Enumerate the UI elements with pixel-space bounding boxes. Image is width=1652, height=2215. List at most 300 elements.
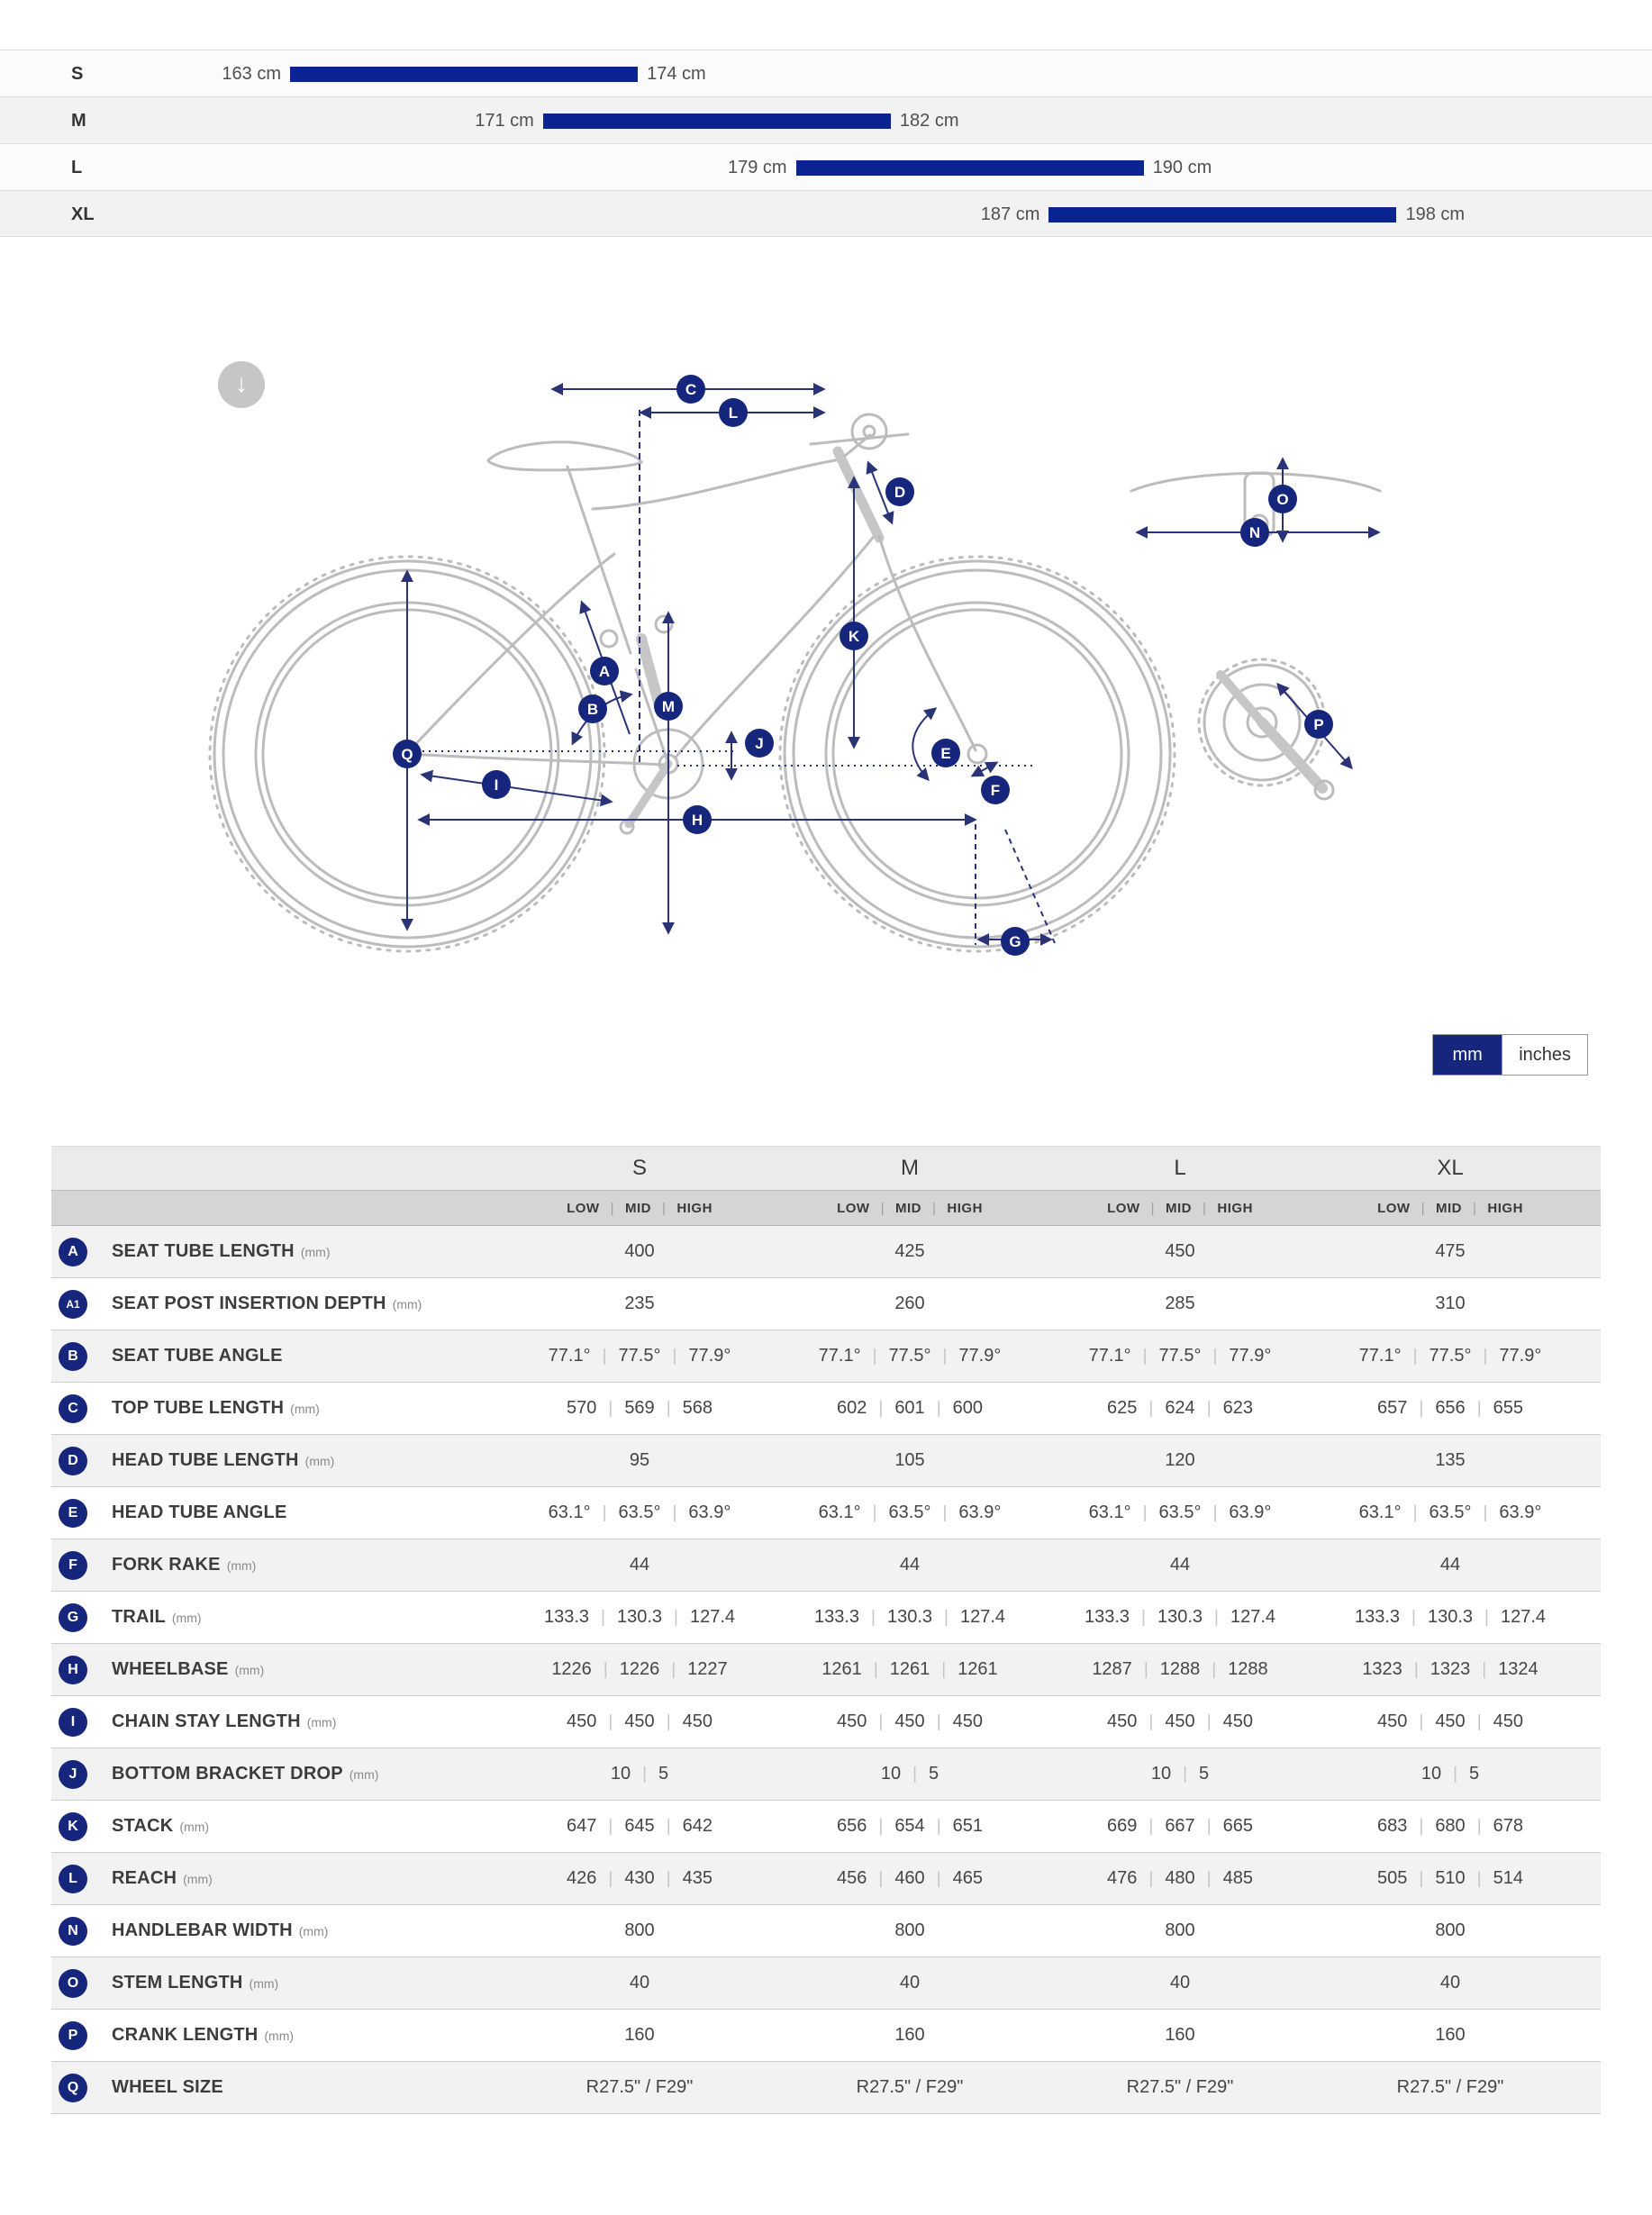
separator: | xyxy=(1206,1868,1212,1888)
separator: | xyxy=(872,1502,877,1522)
table-row-H xyxy=(51,1644,1601,1696)
value-cell-E-XL xyxy=(1315,1502,1585,1523)
value: 44 xyxy=(1439,1555,1461,1575)
value: 1323 xyxy=(1430,1659,1471,1679)
separator: | xyxy=(1148,1711,1154,1731)
value-cell-F-M xyxy=(775,1555,1045,1575)
separator: | xyxy=(1214,1607,1219,1627)
value-cell-K-XL xyxy=(1315,1816,1585,1837)
svg-text:Q: Q xyxy=(401,746,413,763)
size-header-L: L xyxy=(1174,1156,1186,1180)
separator: | xyxy=(1476,1398,1482,1418)
value: 485 xyxy=(1222,1868,1253,1888)
value: 430 xyxy=(624,1868,655,1888)
value: 475 xyxy=(1435,1241,1466,1261)
dimension-badge-K xyxy=(840,622,868,650)
bike-geometry-page xyxy=(0,50,1652,2114)
down-arrow-icon: ↓ xyxy=(235,369,248,397)
position-header-label: HIGH xyxy=(1487,1200,1523,1216)
dimension-badge-M xyxy=(654,692,683,721)
table-row-B xyxy=(51,1330,1601,1383)
fit-max-label: 174 cm xyxy=(647,64,706,84)
value-cell-L-XL xyxy=(1315,1868,1585,1889)
separator: | xyxy=(1206,1398,1212,1418)
row-label: REACH xyxy=(112,1868,177,1888)
value: 450 xyxy=(682,1711,713,1731)
separator: | xyxy=(672,1346,677,1366)
svg-text:D: D xyxy=(894,484,906,501)
separator: | xyxy=(878,1711,884,1731)
value: 40 xyxy=(1169,1973,1191,1993)
value-cell-A-S xyxy=(504,1241,775,1262)
value: 450 xyxy=(624,1711,655,1731)
value: 130.3 xyxy=(886,1607,933,1627)
size-header-S: S xyxy=(631,1156,647,1180)
value: 160 xyxy=(1165,2025,1195,2045)
value: 77.5° xyxy=(1429,1346,1472,1366)
fit-row-M xyxy=(0,96,1652,143)
value: 465 xyxy=(952,1868,983,1888)
value: 602 xyxy=(837,1398,867,1418)
separator: | xyxy=(1212,1659,1217,1679)
separator: | xyxy=(1476,1711,1482,1731)
value: 657 xyxy=(1377,1398,1408,1418)
separator: | xyxy=(872,1346,877,1366)
value: 1226 xyxy=(551,1659,592,1679)
value: 1288 xyxy=(1228,1659,1268,1679)
separator: | xyxy=(642,1764,648,1784)
separator: | xyxy=(1482,1659,1487,1679)
value: 600 xyxy=(952,1398,983,1418)
separator: | xyxy=(873,1659,878,1679)
value-cell-L-S xyxy=(504,1868,775,1889)
value: 63.5° xyxy=(1429,1502,1472,1522)
value: 624 xyxy=(1165,1398,1195,1418)
separator: | xyxy=(610,1200,614,1216)
unit-inches-button[interactable]: inches xyxy=(1502,1035,1587,1075)
value: 450 xyxy=(1165,1711,1195,1731)
separator: | xyxy=(602,1502,607,1522)
value: 10 xyxy=(1421,1764,1442,1784)
separator: | xyxy=(944,1607,949,1627)
position-header-label: LOW xyxy=(1377,1200,1411,1216)
separator: | xyxy=(942,1346,948,1366)
value-cell-F-S xyxy=(504,1555,775,1575)
position-header-group-M xyxy=(775,1201,1045,1216)
value-cell-I-M xyxy=(775,1711,1045,1732)
position-header-label: HIGH xyxy=(676,1200,713,1216)
value: 450 xyxy=(1165,1241,1195,1261)
separator: | xyxy=(1419,1868,1424,1888)
value-cell-C-L xyxy=(1045,1398,1315,1419)
fit-size-label: M xyxy=(71,111,86,131)
row-label: HEAD TUBE ANGLE xyxy=(112,1502,287,1522)
separator: | xyxy=(878,1398,884,1418)
value: 1323 xyxy=(1362,1659,1402,1679)
size-header-M: M xyxy=(901,1156,919,1180)
value: 160 xyxy=(1435,2025,1466,2045)
value: 10 xyxy=(880,1764,902,1784)
separator: | xyxy=(932,1200,937,1216)
value-cell-H-S xyxy=(504,1659,775,1680)
row-badge-K: K xyxy=(59,1812,87,1841)
row-unit: (mm) xyxy=(306,1714,337,1729)
row-unit: (mm) xyxy=(249,1975,279,1991)
value: 285 xyxy=(1165,1294,1195,1313)
unit-toggle-wrap xyxy=(0,1034,1652,1076)
table-size-header-row xyxy=(51,1147,1601,1190)
separator: | xyxy=(608,1816,613,1836)
value: 130.3 xyxy=(1157,1607,1203,1627)
separator: | xyxy=(666,1711,671,1731)
value: 160 xyxy=(894,2025,925,2045)
value: 63.1° xyxy=(1088,1502,1131,1522)
separator: | xyxy=(936,1868,941,1888)
svg-text:A: A xyxy=(598,663,611,680)
value: 77.1° xyxy=(818,1346,861,1366)
fit-max-label: 190 cm xyxy=(1152,158,1212,177)
separator: | xyxy=(1142,1502,1148,1522)
value-cell-P-L xyxy=(1045,2025,1315,2046)
value: 460 xyxy=(894,1868,925,1888)
value: 5 xyxy=(1199,1764,1210,1784)
separator: | xyxy=(601,1607,605,1627)
value-cell-N-L xyxy=(1045,1920,1315,1941)
fit-size-label: XL xyxy=(71,204,95,224)
value-cell-O-L xyxy=(1045,1973,1315,1993)
value: 568 xyxy=(682,1398,713,1418)
svg-text:E: E xyxy=(940,745,951,762)
value: 476 xyxy=(1107,1868,1138,1888)
value: 95 xyxy=(629,1450,650,1470)
value: 1261 xyxy=(821,1659,862,1679)
separator: | xyxy=(1141,1607,1146,1627)
value: 1288 xyxy=(1159,1659,1201,1679)
svg-text:B: B xyxy=(586,701,599,718)
size-header-XL: XL xyxy=(1437,1156,1464,1180)
row-label: CRANK LENGTH xyxy=(112,2025,259,2045)
value: 683 xyxy=(1377,1816,1408,1836)
value: 570 xyxy=(567,1398,597,1418)
separator: | xyxy=(1483,1346,1488,1366)
value: 1287 xyxy=(1092,1659,1132,1679)
separator: | xyxy=(1453,1764,1458,1784)
value-cell-J-S xyxy=(504,1764,775,1784)
fit-max-label: 182 cm xyxy=(899,111,959,131)
value: 450 xyxy=(1377,1711,1408,1731)
fit-range-bar xyxy=(1048,207,1396,222)
value: 40 xyxy=(899,1973,921,1993)
value-cell-A-M xyxy=(775,1241,1045,1262)
separator: | xyxy=(1143,1659,1148,1679)
separator: | xyxy=(878,1868,884,1888)
separator: | xyxy=(1212,1346,1218,1366)
svg-text:O: O xyxy=(1276,491,1289,508)
value-cell-D-M xyxy=(775,1450,1045,1471)
table-row-K xyxy=(51,1801,1601,1853)
row-label: WHEEL SIZE xyxy=(112,2077,223,2097)
separator: | xyxy=(1183,1764,1188,1784)
value: 450 xyxy=(567,1711,597,1731)
separator: | xyxy=(880,1200,885,1216)
value: 800 xyxy=(1435,1920,1466,1940)
separator: | xyxy=(608,1868,613,1888)
separator: | xyxy=(608,1398,613,1418)
separator: | xyxy=(1483,1502,1488,1522)
value: 130.3 xyxy=(1427,1607,1474,1627)
value: 450 xyxy=(952,1711,983,1731)
value: 450 xyxy=(1493,1711,1523,1731)
value: 647 xyxy=(567,1816,597,1836)
value: 655 xyxy=(1493,1398,1523,1418)
row-label: BOTTOM BRACKET DROP xyxy=(112,1764,343,1784)
value: 77.1° xyxy=(1358,1346,1402,1366)
value: 310 xyxy=(1435,1294,1466,1313)
value: 77.1° xyxy=(1088,1346,1131,1366)
svg-text:K: K xyxy=(848,628,860,645)
row-unit: (mm) xyxy=(349,1766,379,1782)
value-cell-F-XL xyxy=(1315,1555,1585,1575)
value: 1226 xyxy=(619,1659,660,1679)
value-cell-L-M xyxy=(775,1868,1045,1889)
separator: | xyxy=(1150,1200,1155,1216)
dimension-badge-J xyxy=(745,729,774,758)
separator: | xyxy=(1413,1659,1419,1679)
value-cell-J-L xyxy=(1045,1764,1315,1784)
table-row-C xyxy=(51,1383,1601,1435)
value: 133.3 xyxy=(1084,1607,1130,1627)
row-label: TOP TUBE LENGTH xyxy=(112,1398,285,1418)
value: 400 xyxy=(624,1241,655,1261)
table-row-D xyxy=(51,1435,1601,1487)
svg-text:M: M xyxy=(661,698,676,715)
separator: | xyxy=(1419,1398,1424,1418)
position-header-label: MID xyxy=(1436,1200,1462,1216)
fit-row-S xyxy=(0,50,1652,96)
position-header-group-L xyxy=(1045,1201,1315,1216)
separator: | xyxy=(941,1659,947,1679)
value: 5 xyxy=(929,1764,939,1784)
value: 651 xyxy=(952,1816,983,1836)
separator: | xyxy=(1148,1398,1154,1418)
value: 127.4 xyxy=(1230,1607,1276,1627)
value: 1261 xyxy=(958,1659,998,1679)
value: 105 xyxy=(894,1450,925,1470)
row-unit: (mm) xyxy=(226,1557,257,1573)
value: 63.9° xyxy=(958,1502,1002,1522)
value-cell-H-L xyxy=(1045,1659,1315,1680)
value: 800 xyxy=(894,1920,925,1940)
value: 77.1° xyxy=(548,1346,591,1366)
row-label: STEM LENGTH xyxy=(112,1973,243,1993)
value-cell-B-L xyxy=(1045,1346,1315,1366)
dimension-badge-N xyxy=(1240,518,1269,547)
value-cell-C-S xyxy=(504,1398,775,1419)
row-label: HANDLEBAR WIDTH xyxy=(112,1920,293,1940)
value: 77.9° xyxy=(688,1346,731,1366)
value: 77.9° xyxy=(958,1346,1002,1366)
separator: | xyxy=(608,1711,613,1731)
value-cell-N-XL xyxy=(1315,1920,1585,1941)
value: 669 xyxy=(1107,1816,1138,1836)
value: 63.1° xyxy=(818,1502,861,1522)
value-cell-I-L xyxy=(1045,1711,1315,1732)
separator: | xyxy=(878,1816,884,1836)
separator: | xyxy=(912,1764,918,1784)
separator: | xyxy=(1419,1816,1424,1836)
value: 456 xyxy=(837,1868,867,1888)
value: 505 xyxy=(1377,1868,1408,1888)
value-cell-P-M xyxy=(775,2025,1045,2046)
separator: | xyxy=(1148,1816,1154,1836)
separator: | xyxy=(1476,1816,1482,1836)
fit-range-bar xyxy=(796,160,1144,176)
value: 63.1° xyxy=(1358,1502,1402,1522)
separator: | xyxy=(1206,1816,1212,1836)
value-cell-E-S xyxy=(504,1502,775,1523)
value: 800 xyxy=(624,1920,655,1940)
svg-text:N: N xyxy=(1248,524,1261,541)
value: 44 xyxy=(1169,1555,1191,1575)
value: R27.5" / F29" xyxy=(585,2077,694,2097)
separator: | xyxy=(671,1659,676,1679)
value: 665 xyxy=(1222,1816,1253,1836)
value: 160 xyxy=(624,2025,655,2045)
value-cell-A1-S xyxy=(504,1294,775,1314)
value: 680 xyxy=(1435,1816,1466,1836)
value: 667 xyxy=(1165,1816,1195,1836)
unit-mm-button[interactable]: mm xyxy=(1433,1035,1502,1075)
value: 127.4 xyxy=(689,1607,736,1627)
position-header-label: HIGH xyxy=(947,1200,983,1216)
bike-diagram-svg xyxy=(0,237,1652,1004)
value: 642 xyxy=(682,1816,713,1836)
position-header-label: LOW xyxy=(837,1200,870,1216)
value: 625 xyxy=(1107,1398,1138,1418)
separator: | xyxy=(666,1868,671,1888)
fit-min-label: 179 cm xyxy=(728,158,787,177)
value-cell-I-XL xyxy=(1315,1711,1585,1732)
value: R27.5" / F29" xyxy=(856,2077,964,2097)
value: 426 xyxy=(567,1868,597,1888)
value: 133.3 xyxy=(813,1607,860,1627)
dimension-badge-D xyxy=(885,477,914,506)
separator: | xyxy=(602,1346,607,1366)
value-cell-A-XL xyxy=(1315,1241,1585,1262)
value-cell-C-XL xyxy=(1315,1398,1585,1419)
value-cell-D-XL xyxy=(1315,1450,1585,1471)
dimension-badge-Q xyxy=(393,740,422,768)
row-unit: (mm) xyxy=(171,1610,202,1625)
value: 63.9° xyxy=(688,1502,731,1522)
value-cell-Q-XL xyxy=(1315,2077,1585,2098)
value: 77.9° xyxy=(1499,1346,1542,1366)
table-body xyxy=(51,1226,1601,2114)
dimension-badge-I xyxy=(482,770,511,799)
table-row-G xyxy=(51,1592,1601,1644)
table-row-N xyxy=(51,1905,1601,1957)
value: 5 xyxy=(1469,1764,1480,1784)
value: 601 xyxy=(894,1398,925,1418)
value: 63.5° xyxy=(1158,1502,1202,1522)
value-cell-N-M xyxy=(775,1920,1045,1941)
row-label: HEAD TUBE LENGTH xyxy=(112,1450,299,1470)
row-badge-L: L xyxy=(59,1865,87,1893)
row-badge-J: J xyxy=(59,1760,87,1789)
value: 450 xyxy=(1435,1711,1466,1731)
value-cell-A1-M xyxy=(775,1294,1045,1314)
value: 450 xyxy=(1107,1711,1138,1731)
row-label: SEAT TUBE LENGTH xyxy=(112,1241,295,1261)
value-cell-L-L xyxy=(1045,1868,1315,1889)
position-header-group-S xyxy=(504,1201,775,1216)
separator: | xyxy=(1203,1200,1207,1216)
table-row-A xyxy=(51,1226,1601,1278)
separator: | xyxy=(1421,1200,1425,1216)
value: 656 xyxy=(1435,1398,1466,1418)
value: 510 xyxy=(1435,1868,1466,1888)
svg-text:G: G xyxy=(1009,933,1021,950)
value: 1261 xyxy=(889,1659,930,1679)
value-cell-B-S xyxy=(504,1346,775,1366)
value: 127.4 xyxy=(1500,1607,1547,1627)
row-badge-A1: A1 xyxy=(59,1290,87,1319)
table-row-O xyxy=(51,1957,1601,2010)
row-unit: (mm) xyxy=(264,2028,295,2043)
value: 133.3 xyxy=(1354,1607,1401,1627)
value-cell-D-L xyxy=(1045,1450,1315,1471)
dimension-badge-E xyxy=(931,739,960,767)
value: 10 xyxy=(610,1764,631,1784)
value-cell-A1-XL xyxy=(1315,1294,1585,1314)
value: 800 xyxy=(1165,1920,1195,1940)
value-cell-I-S xyxy=(504,1711,775,1732)
row-badge-G: G xyxy=(59,1603,87,1632)
fit-range-bar xyxy=(290,67,638,82)
value: 77.5° xyxy=(888,1346,931,1366)
value-cell-G-L xyxy=(1045,1607,1315,1628)
value: 10 xyxy=(1150,1764,1172,1784)
dimension-badge-G xyxy=(1001,927,1030,956)
table-position-header-row xyxy=(51,1190,1601,1226)
value-cell-J-M xyxy=(775,1764,1045,1784)
row-unit: (mm) xyxy=(290,1401,320,1416)
geometry-table xyxy=(51,1146,1601,2114)
value-cell-G-S xyxy=(504,1607,775,1628)
row-badge-O: O xyxy=(59,1969,87,1998)
row-badge-I: I xyxy=(59,1708,87,1737)
separator: | xyxy=(603,1659,608,1679)
value: R27.5" / F29" xyxy=(1396,2077,1504,2097)
separator: | xyxy=(936,1711,941,1731)
dimension-badge-P xyxy=(1304,710,1333,739)
table-row-Q xyxy=(51,2062,1601,2114)
value: 450 xyxy=(894,1711,925,1731)
value: 77.5° xyxy=(1158,1346,1202,1366)
fit-min-label: 187 cm xyxy=(980,204,1040,224)
position-header-label: LOW xyxy=(1107,1200,1140,1216)
value: 63.9° xyxy=(1229,1502,1272,1522)
row-badge-P: P xyxy=(59,2021,87,2050)
value-cell-G-M xyxy=(775,1607,1045,1628)
position-header-group-XL xyxy=(1315,1201,1585,1216)
value: 645 xyxy=(624,1816,655,1836)
position-header-label: MID xyxy=(625,1200,651,1216)
value: 5 xyxy=(658,1764,669,1784)
value: 450 xyxy=(837,1711,867,1731)
svg-text:J: J xyxy=(755,735,764,752)
value: 40 xyxy=(1439,1973,1461,1993)
